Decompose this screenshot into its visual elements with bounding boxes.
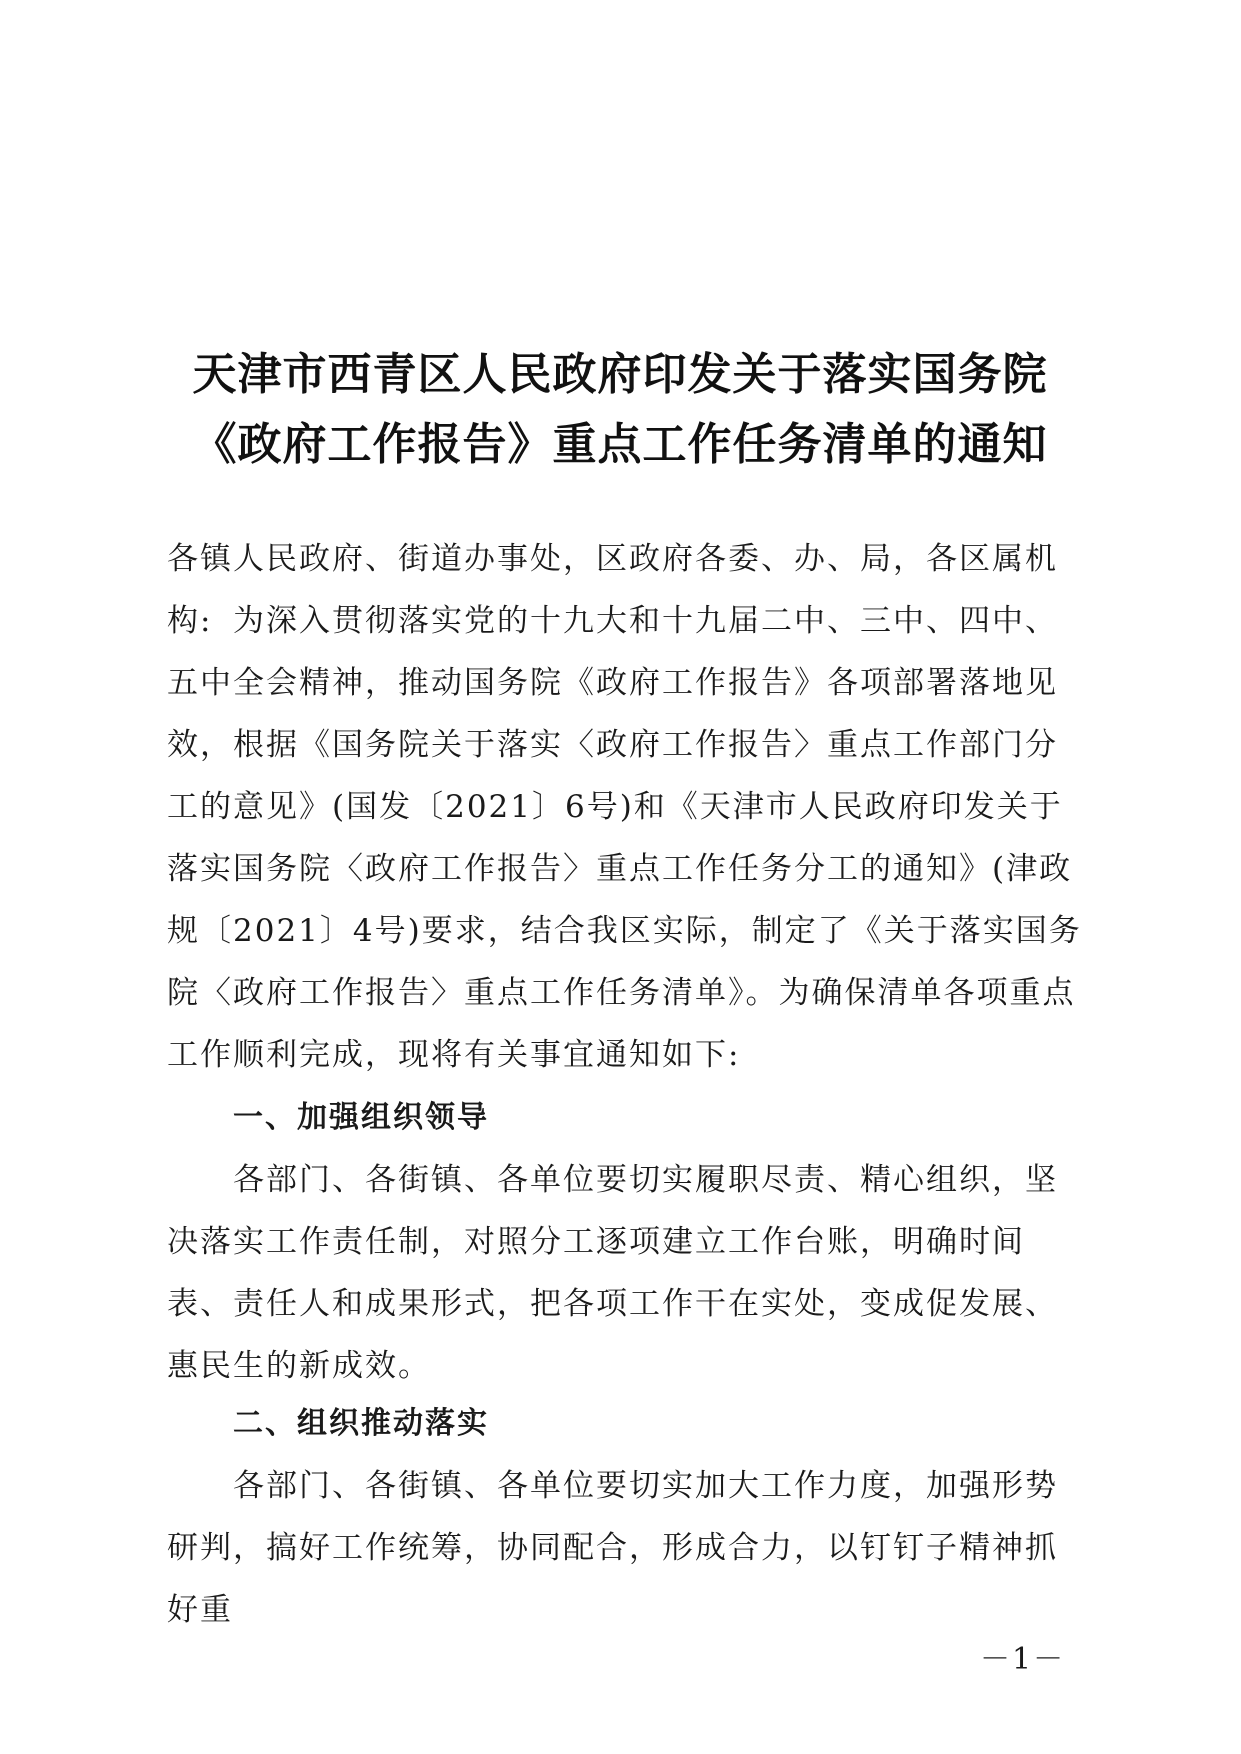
document-title-line-1: 天津市西青区人民政府印发关于落实国务院 (192, 349, 1048, 400)
salutation: 各镇人民政府、街道办事处，区政府各委、办、局，各区属机构: (167, 541, 1058, 639)
section-heading-1: 一、加强组织领导 (233, 1100, 489, 1135)
document-title-line-2: 《政府工作报告》重点工作任务清单的通知 (192, 419, 1048, 470)
page-number: －1－ (980, 1642, 1066, 1677)
body-paragraph-section-2: 各部门、各街镇、各单位要切实加大工作力度，加强形势研判，搞好工作统筹，协同配合，形成合力，以钉钉子精神抓好重 (167, 1468, 1058, 1628)
section-heading-2: 二、组织推动落实 (233, 1406, 489, 1441)
body-paragraph-section-1: 各部门、各街镇、各单位要切实履职尽责、精心组织，坚决落实工作责任制，对照分工逐项建立工作台账，明确时间表、责任人和成果形式，把各项工作干在实处，变成促发展、惠民生的新成效。 (167, 1162, 1058, 1384)
body-paragraph-intro: 为深入贯彻落实党的十九大和十九届二中、三中、四中、五中全会精神，推动国务院《政府工作报告》各项部署落地见效，根据《国务院关于落实〈政府工作报告〉重点工作部门分工的意见》(国发〔2021〕6号)和《天津市人民政府印发关于落实国务院〈政府工作报告〉重点工作任务分工的通知》(津政规〔2021〕4号)要求，结合我区实际，制定了《关于落实国务院〈政府工作报告〉重点工作任务清单》。为确保清单各项重点工作顺利完成，现将有关事宜通知如下: (167, 603, 1082, 1073)
